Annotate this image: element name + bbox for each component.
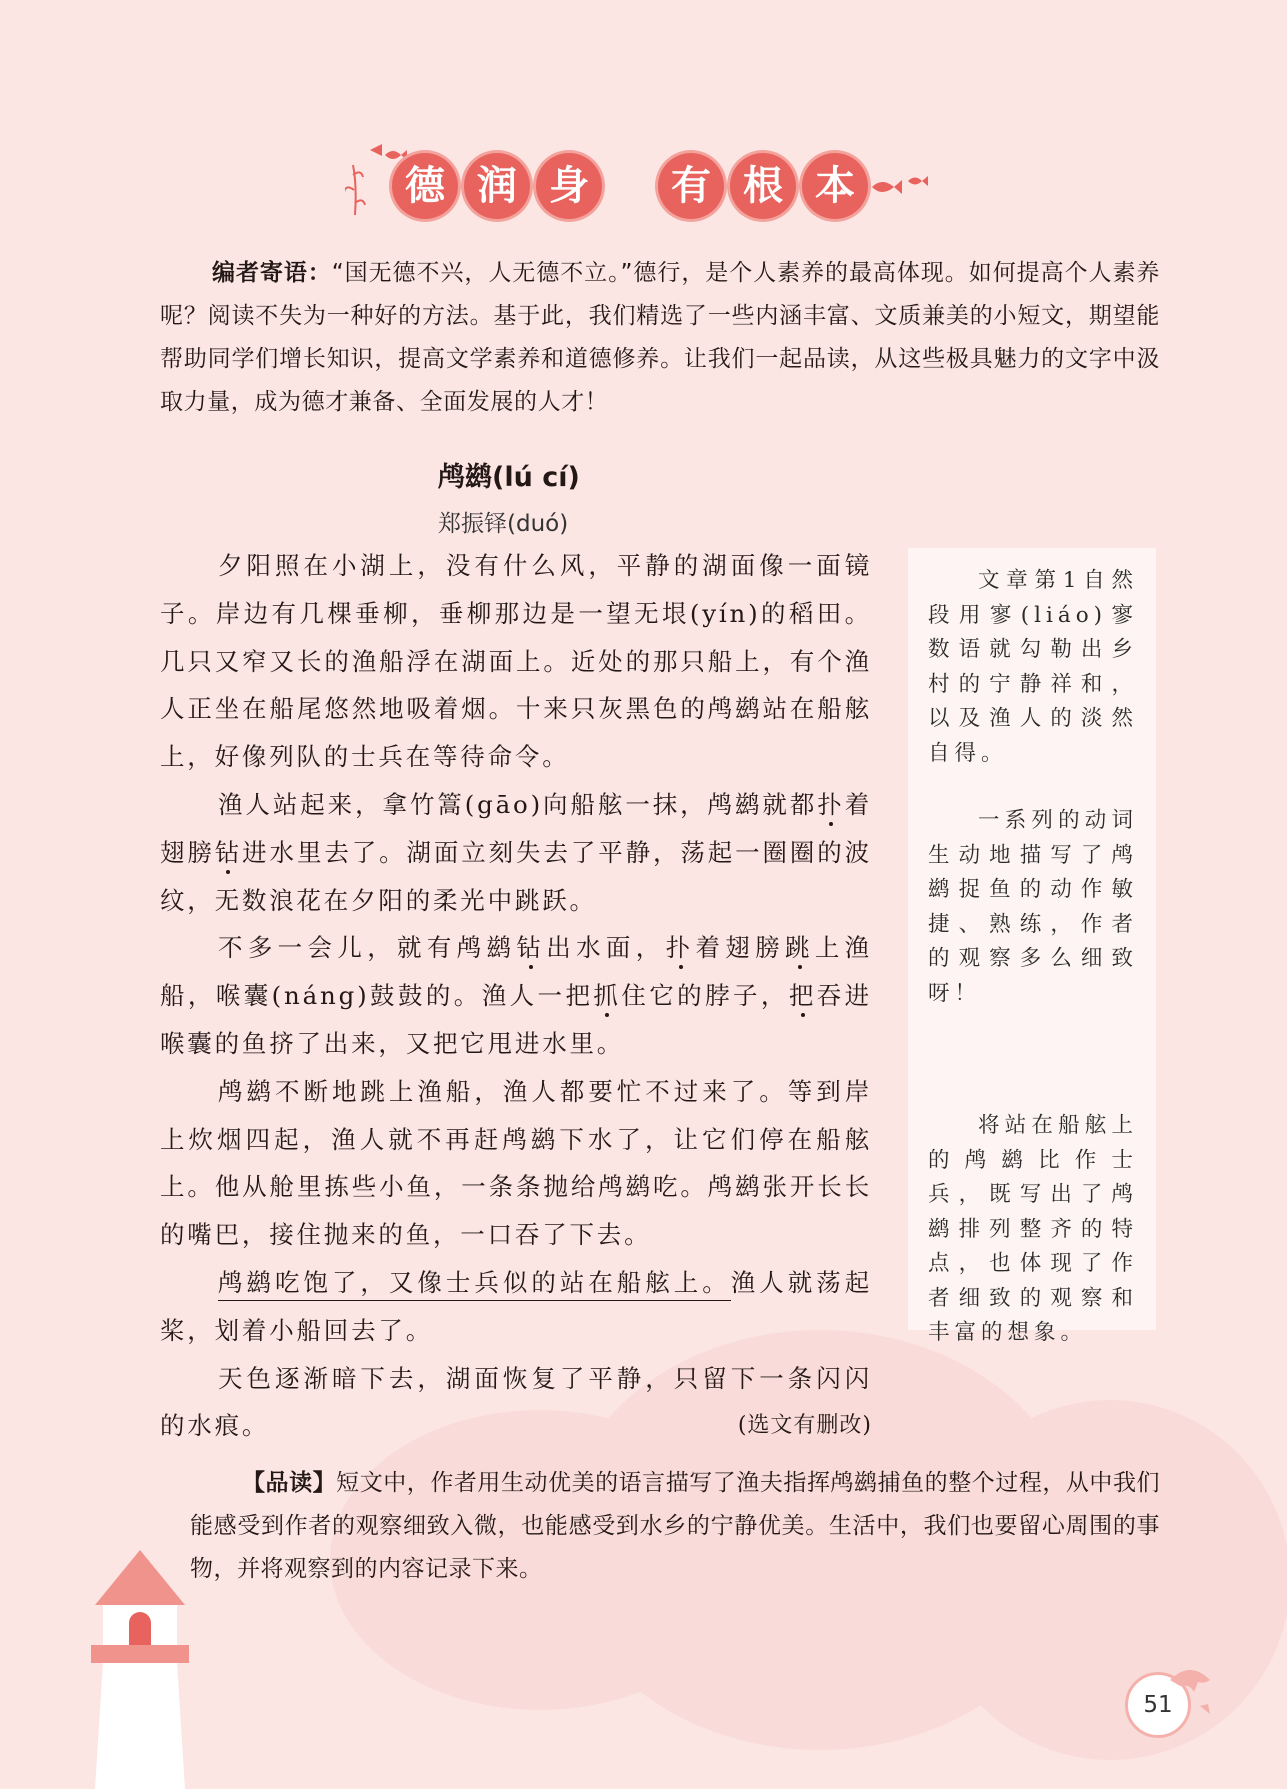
paragraph [160,781,872,924]
emphasis-dot-char: 抓 [593,981,622,1011]
section-header [390,145,950,225]
paragraph: 夕阳照在小湖上，没有什么风，平静的湖面像一面镜子。岸边有几棵垂柳，垂柳那边是一望无垠(yín)的稻田。几只又窄又长的渔船浮在湖面上。近处的那只船上，有个渔人正坐在船尾悠然地吸着烟。十来只灰黑色的鸬鹚站在船舷上，好像列队的士兵在等待命令。 [160,551,872,772]
text-span: 不多一会儿，就有鸬鹚 [218,933,517,963]
page-number: 51 [1125,1672,1191,1738]
paragraph [160,924,872,1067]
annotation-note: 一系列的动词生动地描写了鸬鹚捉鱼的动作敏捷、熟练，作者的观察多么细致呀！ [928,808,1138,1006]
text-span: 出水面， [546,933,666,963]
editor-note-label: 编者寄语： [212,260,332,286]
editor-note-text: “国无德不兴，人无德不立。”德行，是个人素养的最高体现。如何提高个人素养呢？阅读不失为一种好的方法。基于此，我们精选了一些内涵丰富、文质兼美的小短文，期望能帮助同学们增长知识，提高文学素养和道德修养。让我们一起品读，从这些极具魅力的文字中汲取力量，成为德才兼备、全面发展的人才！ [160,260,1161,415]
text-span: 天色逐渐暗下去，湖面恢复了平静，只留下一条闪闪的水痕。 [160,1363,872,1441]
text-span: 进水里去了。湖面立刻失去了平静，荡起一圈圈的波纹，无数浪花在夕阳的柔光中跳跃。 [160,837,872,915]
emphasis-dot-char: 跳 [785,933,815,963]
dolphin-icon [1160,1660,1220,1720]
text-span: 渔人就荡起桨，划着小船回去了。 [160,1267,872,1345]
emphasis-dot-char: 扑 [665,933,696,963]
emphasis-dot-char: 钻 [516,933,547,963]
reading-comment [190,1462,1160,1591]
title-char: 有 [658,153,724,219]
title-char: 本 [802,153,868,219]
paragraph: 鸬鹚不断地跳上渔船，渔人都要忙不过来了。等到岸上炊烟四起，渔人就不再赶鸬鹚下水了，让它们停在船舷上。他从舱里拣些小鱼，一条条抛给鸬鹚吃。鸬鹚张开长长的嘴巴，接住抛来的鱼，一口吞了下去。 [160,1076,872,1250]
editor-note [160,252,1160,424]
title-char: 德 [392,153,458,219]
text-span: 着翅膀 [695,933,785,963]
underlined-sentence: 鸬鹚吃饱了，又像士兵似的站在船舷上。 [218,1268,731,1301]
emphasis-dot-char: 扑 [817,789,845,819]
article-title: 鸬鹚(lú cí) [438,462,580,493]
text-span: 吞进喉囊的鱼挤了出来，又把它甩进水里。 [160,981,872,1058]
reading-comment-label: 【品读】 [242,1470,337,1496]
paragraph [160,1355,872,1451]
lighthouse-icon [85,1550,195,1789]
text-span: 住它的脖子， [621,981,789,1011]
article-body [160,542,872,1450]
article-author: 郑振铎(duó) [438,511,569,537]
reading-comment-text: 短文中，作者用生动优美的语言描写了渔夫指挥鸬鹚捕鱼的整个过程，从中我们能感受到作者的观察细致入微，也能感受到水乡的宁静优美。生活中，我们也要留心周围的事物，并将观察到的内容记录下来。 [190,1470,1161,1582]
fish-decoration-icon [870,167,940,207]
title-char: 身 [536,153,602,219]
source-note: (选文有删改) [737,1413,872,1439]
emphasis-dot-char: 钻 [214,837,243,867]
title-char: 根 [730,153,796,219]
title-char: 润 [464,153,530,219]
emphasis-dot-char: 把 [788,981,817,1011]
text-span: 着翅膀 [160,789,872,867]
text-span: 渔人站起来，拿竹篙(gāo)向船舷一抹，鸬鹚就都 [218,789,818,819]
paragraph [160,1259,872,1355]
annotation-note: 将站在船舷上的鸬鹚比作士兵，既写出了鸬鹚排列整齐的特点，也体现了作者细致的观察和丰富的想象。 [928,1113,1138,1345]
text-span: 上渔船，喉囊(náng)鼓鼓的。渔人一把 [160,933,872,1011]
annotation-note: 文章第1自然段用寥(liáo)寥数语就勾勒出乡村的宁静祥和，以及渔人的淡然自得。 [928,568,1138,766]
